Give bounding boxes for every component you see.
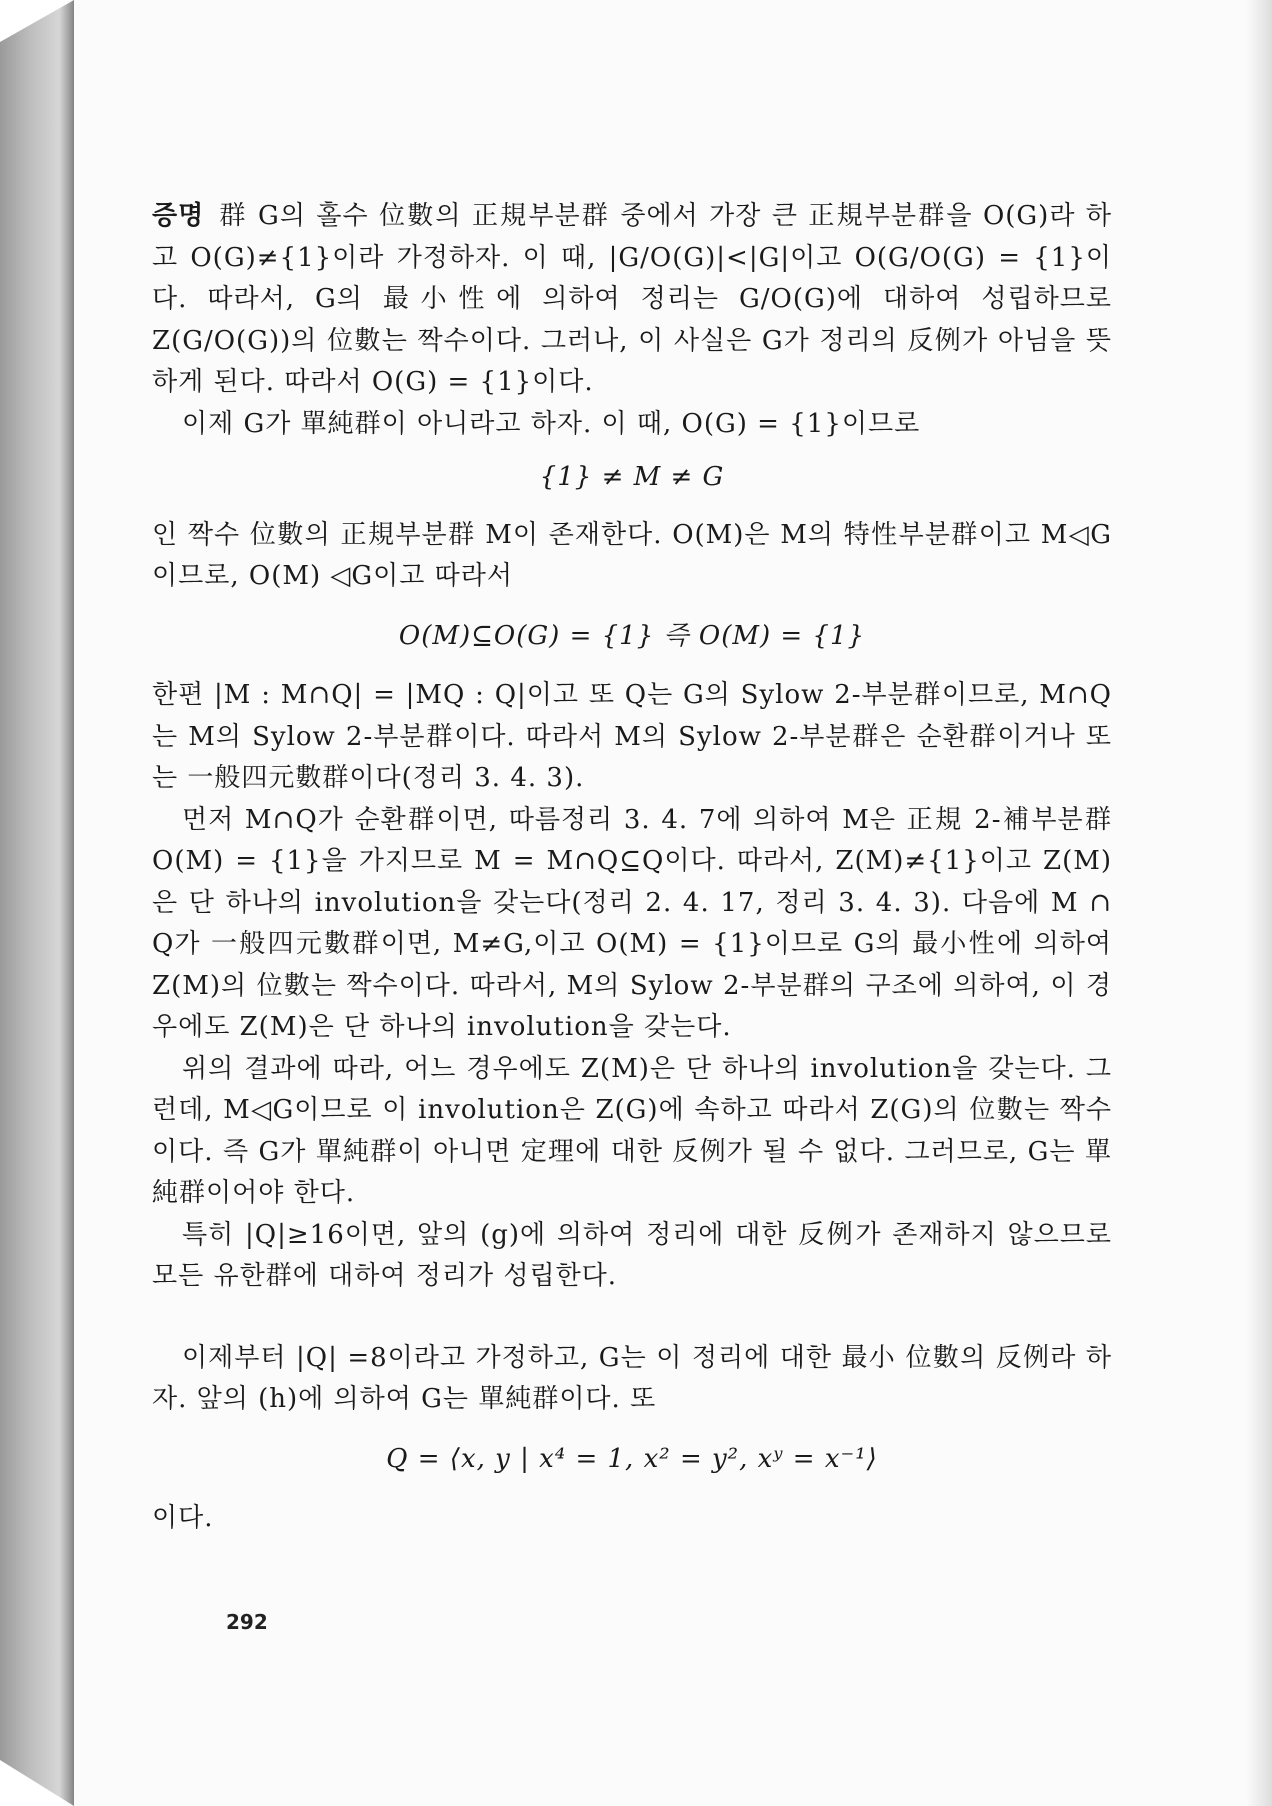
paragraph-5: 먼저 M∩Q가 순환群이면, 따름정리 3. 4. 7에 의하여 M은 正規 2-補부분群 O(M) = {1}을 가지므로 M = M∩Q⊆Q이다. 따라서, Z(M)≠{1}이고 Z(M)은 단 하나의 involution을 갖는다(정리 2. 4. 17, 정리 3. 4. 3). 다음에 M ∩ Q가 一般四元數群이면, M≠G,이고 O(M) = {1}이므로 G의 最小性에 의하여 Z(M)의 位數는 짝수이다. 따라서, M의 Sylow 2-부분群의 구조에 의하여, 이 경우에도 Z(M)은 단 하나의 involution을 갖는다.: [152, 804, 1112, 1042]
paragraph-8: 이제부터 |Q| =8이라고 가정하고, G는 이 정리에 대한 最小 位數의 反例라 하자. 앞의 (h)에 의하여 G는 單純群이다. 또: [152, 1342, 1112, 1414]
book-edge: [0, 0, 74, 1806]
paragraph-1-text: 群 G의 홀수 位數의 正規부분群 중에서 가장 큰 正規부분群을 O(G)라 하고 O(G)≠{1}이라 가정하자. 이 때, |G/O(G)|<|G|이고 O(G/O(G) = {1}이다. 따라서, G의 最小性에 의하여 정리는 G/O(G)에 대하여 성립하므로 Z(G/O(G))의 位數는 짝수이다. 그러나, 이 사실은 G가 정리의 反例가 아님을 뜻하게 된다. 따라서 O(G) = {1}이다.: [152, 201, 1112, 397]
page-number: 292: [226, 1610, 268, 1634]
paragraph-9: 이다.: [152, 1503, 214, 1533]
formula-3: Q = ⟨x, y | x⁴ = 1, x² = y², xʸ = x⁻¹⟩: [386, 1443, 878, 1474]
page-content: [152, 196, 1112, 1540]
formula-1: {1} ≠ M ≠ G: [539, 462, 725, 492]
page-shadow: [1246, 0, 1272, 1806]
paragraph-2: 이제 G가 單純群이 아니라고 하자. 이 때, O(G) = {1}이므로: [182, 408, 921, 439]
paragraph-7: 특히 |Q|≥16이면, 앞의 (g)에 의하여 정리에 대한 反例가 존재하지 않으므로 모든 유한群에 대하여 정리가 성립한다.: [152, 1219, 1112, 1291]
section-gap: [152, 1298, 1112, 1338]
paragraph-3: 인 짝수 位數의 正規부분群 M이 존재한다. O(M)은 M의 特性부분群이고 M◁G이므로, O(M) ◁G이고 따라서: [152, 519, 1112, 591]
formula-2: O(M)⊆O(G) = {1} 즉 O(M) = {1}: [398, 620, 866, 651]
paragraph-1: [152, 196, 1112, 404]
proof-label: 증명: [152, 201, 205, 231]
paragraph-6: 위의 결과에 따라, 어느 경우에도 Z(M)은 단 하나의 involution을 갖는다. 그런데, M◁G이므로 이 involution은 Z(G)에 속하고 따라서 Z(G)의 位數는 짝수이다. 즉 G가 單純群이 아니면 定理에 대한 反例가 될 수 없다. 그러므로, G는 單純群이어야 한다.: [152, 1053, 1112, 1208]
paragraph-4: 한편 |M : M∩Q| = |MQ : Q|이고 또 Q는 G의 Sylow 2-부분群이므로, M∩Q는 M의 Sylow 2-부분群이다. 따라서 M의 Sylow 2-부분群은 순환群이거나 또는 一般四元數群이다(정리 3. 4. 3).: [152, 680, 1112, 793]
